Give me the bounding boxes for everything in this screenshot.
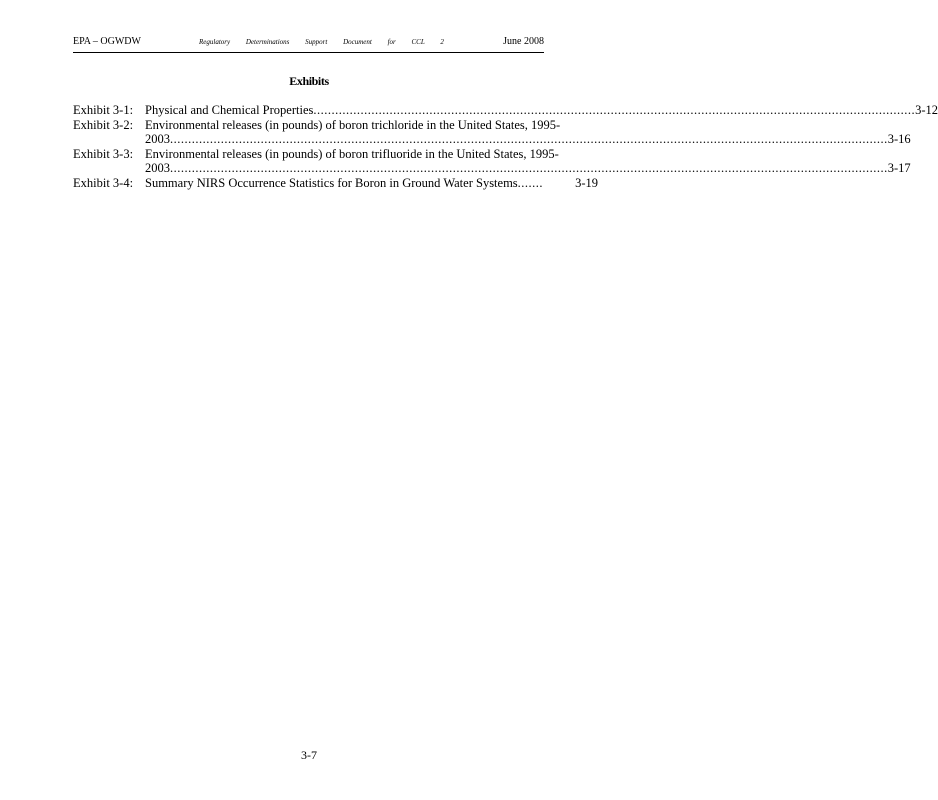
- dot-leader: .......: [517, 175, 544, 190]
- exhibit-title: Summary NIRS Occurrence Statistics for Boron in Ground Water Systems: [145, 175, 518, 190]
- exhibit-page: 3-16: [887, 132, 911, 146]
- dot-leader: ......................................................................................................................................................................................................: [170, 161, 888, 175]
- exhibit-page: 3-19: [575, 175, 598, 190]
- exhibit-title-continued: 2003: [145, 132, 170, 146]
- exhibit-label: Exhibit 3-3:: [73, 146, 134, 161]
- page-header: [73, 36, 544, 53]
- exhibit-title: Environmental releases (in pounds) of boron trifluoride in the United States, 1995-: [145, 146, 559, 161]
- dot-leader: ......................................................................................................................................................................: [313, 103, 916, 117]
- exhibit-page: 3-17: [887, 161, 911, 175]
- exhibit-entry-3-2[interactable]: [73, 117, 911, 147]
- exhibit-label: Exhibit 3-2:: [73, 117, 134, 132]
- dot-leader: ......................................................................................................................................................................................................: [170, 132, 888, 146]
- exhibit-label: Exhibit 3-1:: [73, 103, 134, 117]
- header-date: June 2008: [503, 36, 544, 47]
- exhibit-entry-3-3[interactable]: [73, 146, 911, 176]
- exhibit-page: 3-12: [915, 103, 938, 117]
- exhibit-title: Environmental releases (in pounds) of boron trichloride in the United States, 1995-: [145, 117, 561, 132]
- page-title: Exhibits: [289, 74, 329, 88]
- header-document-title: Regulatory Determinations Support Document for CCL 2: [199, 38, 444, 46]
- exhibit-title: Physical and Chemical Properties: [145, 103, 314, 117]
- page-number: 3-7: [301, 748, 317, 762]
- exhibit-label: Exhibit 3-4:: [73, 175, 134, 190]
- exhibit-list: [73, 103, 938, 190]
- exhibit-entry-3-4[interactable]: [73, 176, 598, 191]
- exhibit-title-continued: 2003: [145, 161, 170, 175]
- header-agency: EPA – OGWDW: [73, 36, 141, 47]
- exhibit-entry-3-1[interactable]: [73, 103, 938, 118]
